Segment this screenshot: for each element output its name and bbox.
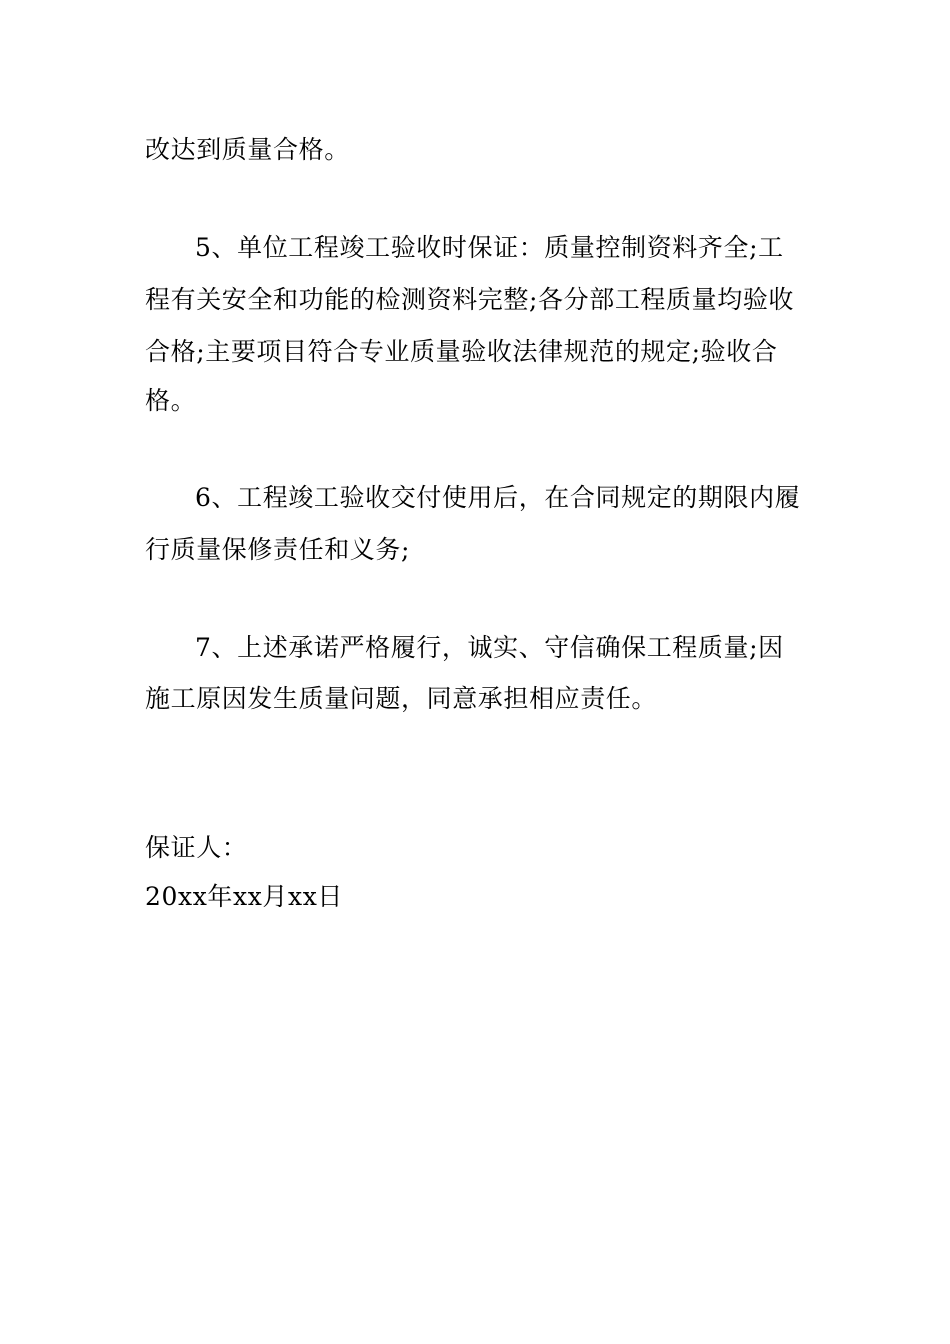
item-5-line-4: 格。 bbox=[145, 386, 197, 415]
item-6-line-2: 行质量保修责任和义务; bbox=[145, 535, 411, 564]
item-5-line-1: 5、单位工程竣工验收时保证：质量控制资料齐全;工 bbox=[195, 233, 784, 262]
item-7-line-2: 施工原因发生质量问题，同意承担相应责任。 bbox=[145, 684, 658, 713]
item-5-line-2: 程有关安全和功能的检测资料完整;各分部工程质量均验收 bbox=[145, 285, 795, 314]
signature-date: 20xx年xx月xx日 bbox=[145, 882, 344, 911]
continuation-line: 改达到质量合格。 bbox=[145, 135, 350, 164]
item-7-line-1: 7、上述承诺严格履行，诚实、守信确保工程质量;因 bbox=[195, 633, 784, 662]
item-6-line-1: 6、工程竣工验收交付使用后，在合同规定的期限内履 bbox=[195, 483, 801, 512]
item-5-line-3: 合格;主要项目符合专业质量验收法律规范的规定;验收合 bbox=[145, 337, 778, 366]
guarantor-label: 保证人： bbox=[145, 833, 248, 862]
